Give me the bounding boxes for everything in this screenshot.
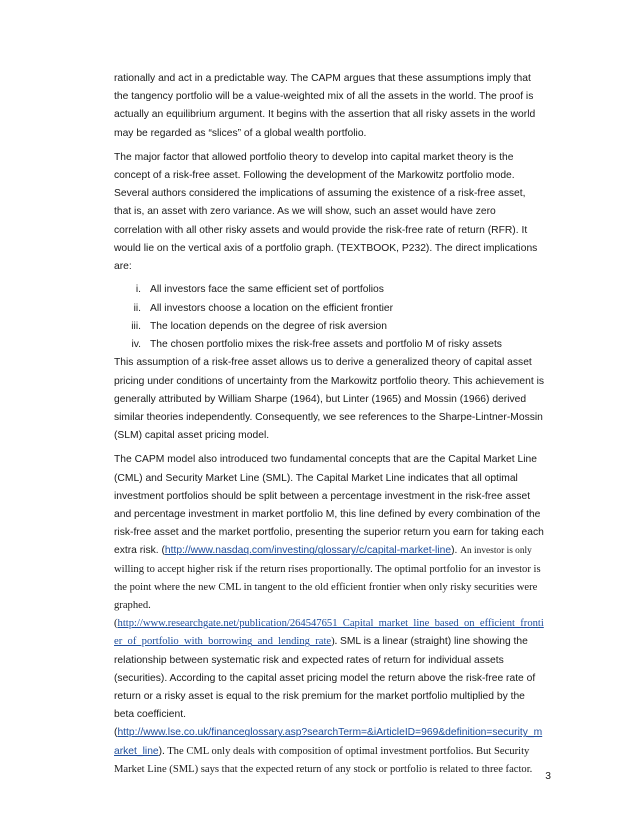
paragraph-cml-sml <box>114 451 544 779</box>
list-item-number: i. <box>135 284 141 296</box>
list-item <box>114 300 544 318</box>
list-item <box>114 281 544 299</box>
list-item-text: The chosen portfolio mixes the risk-free assets and portfolio M of risky assets <box>150 339 502 351</box>
cml-investor-text: An investor is only <box>460 546 532 557</box>
list-item-text: The location depends on the degree of risk aversion <box>150 320 387 332</box>
lse-open-paren: ( <box>114 727 118 739</box>
list-item-number: ii. <box>133 302 141 314</box>
list-item-text: All investors face the same efficient set of portfolios <box>150 284 384 296</box>
cml-text-close: ). <box>451 545 461 557</box>
list-item-text: All investors choose a location on the efficient frontier <box>150 302 394 314</box>
nasdaq-link[interactable]: http://www.nasdaq.com/investing/glossary/c/capital-market-line <box>164 545 452 557</box>
document-body <box>114 70 544 779</box>
page-number: 3 <box>545 771 551 782</box>
list-item <box>114 318 544 336</box>
list-item <box>114 336 544 354</box>
implications-list <box>114 281 544 354</box>
lse-link[interactable]: http://www.lse.co.uk/financeglossary.asp?searchTerm=&iArticleID=969&definition=security_market_line <box>114 727 543 757</box>
lse-close-paren: ) <box>158 745 163 757</box>
researchgate-open-paren: ( <box>114 618 118 630</box>
sml-definition-text: SML is a linear (straight) line showing the relationship between systematic risk and expected rates of return for individual assets (securities). According to the capital asset pricing model the return above the risk-free rate of return or a risky asset is equal to the risk premium for the market portfolio multiplied by the beta coefficient. <box>114 636 536 721</box>
list-item-number: iv. <box>131 339 141 351</box>
paragraph-slm-model: This assumption of a risk-free asset allows us to derive a generalized theory of capital asset pricing under conditions of uncertainty from the Markowitz portfolio theory. This achievement is generally attributed by William Sharpe (1964), but Linter (1965) and Mossin (1966) derived similar theories independently. Consequently, we see references to the Sharpe-Lintner-Mossin (SLM) capital asset pricing model. <box>114 357 545 442</box>
list-item-number: iii. <box>131 320 141 332</box>
researchgate-close-paren: ). <box>331 636 340 648</box>
cml-sml-summary-text: . The CML only deals with composition of optimal investment portfolios. But Security Market Line (SML) says that the expected return of any stock or portfolio is related to three factor. <box>114 745 533 775</box>
paragraph-capm-assumptions: rationally and act in a predictable way. The CAPM argues that these assumptions imply that the tangency portfolio will be a value-weighted mix of all the assets in the world. The proof is actually an equilibrium argument. It begins with the assertion that all risky assets in the world may be regarded as “slices” of a global wealth portfolio. <box>114 73 536 139</box>
cml-optimal-portfolio-text: willing to accept higher risk if the return rises proportionally. The optimal portfolio for an investor is the point where the new CML in tangent to the old efficient frontier when only risky securities were graphed. <box>114 563 541 612</box>
cml-text: The CAPM model also introduced two fundamental concepts that are the Capital Market Line (CML) and Security Market Line (SML). The Capital Market Line indicates that all optimal investment portfolios should be split between a percentage investment in the risk-free asset and percentage investment in market portfolio M, this line defined by every combination of the risk-free asset and the market portfolio, presenting the superior return you earn for taking each extra risk. ( <box>114 454 544 557</box>
paragraph-risk-free-asset: The major factor that allowed portfolio theory to develop into capital market theory is the concept of a risk-free asset. Following the development of the Markowitz portfolio mode. Several authors considered the implications of assuming the existence of a risk-free asset, that is, an asset with zero variance. As we will show, such an asset would have zero correlation with all other risky assets and would provide the risk-free rate of return (RFR). It would lie on the vertical axis of a portfolio graph. (TEXTBOOK, P232). The direct implications are: <box>114 151 538 273</box>
researchgate-link[interactable]: http://www.researchgate.net/publication/264547651_Capital_market_line_based_on_efficient_frontier_of_portfolio_with_borrowing_and_lending_rate <box>114 618 544 648</box>
